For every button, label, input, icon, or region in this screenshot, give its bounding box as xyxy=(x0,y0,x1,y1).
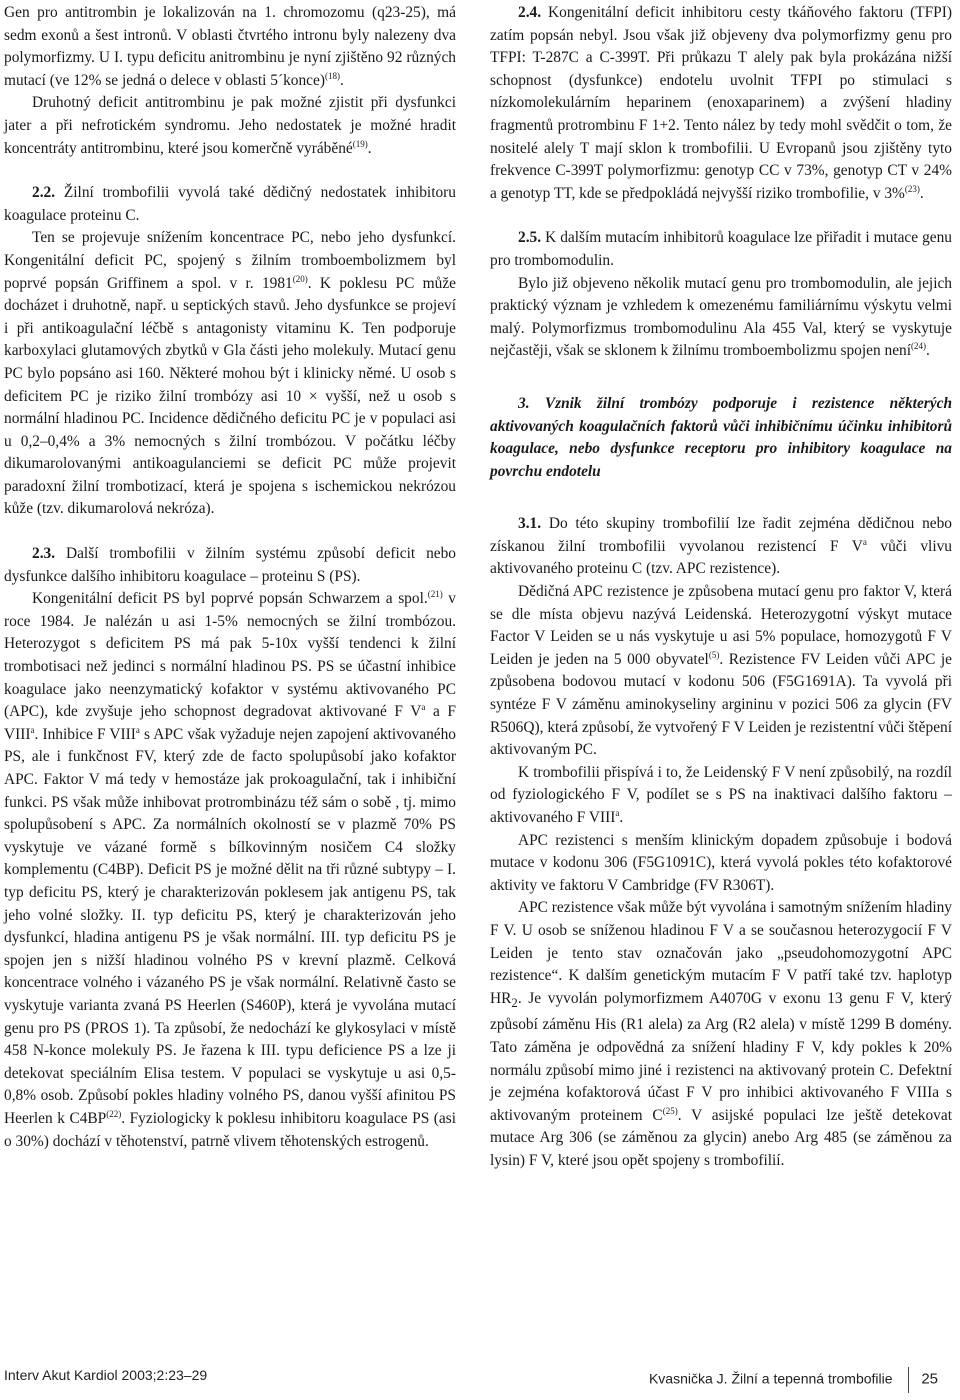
paragraph: APC rezistence však může být vyvolána i samotným snížením hladiny F V. U osob se sníženou hladinou F V a se současnou heterozygocií F V Leiden je tento stav označován jako „pseudohomozygotní APC rezistence“. K dalším genetickým mutacím F V patří také tzv. haplotyp $HR_2$. Je vyvolán polymorfizmem A4070G v exonu 13 genu F V, který způsobí záměnu His (R1 alela) za Arg (R2 alela) v místě 1299 B domény. Tato záměna je odpovědná za snížení hladiny F V, kdy pokles k 20% normálu způsobí mimo jiné i rezistenci na aktivovaný protein C. Defektní je zejména kofaktorová účast F V pro inhibici aktivovaného F VIIIa s aktivovaným proteinem $C^{(25)}$. V asijské populaci lze ještě detekovat mutace Arg 306 (se záměnou za glycin) anebo Arg 485 (se záměnou za lysin) F V, které jsou opět spojeny s trombofilií. xyxy=(490,899,952,1169)
paragraph: Kongenitální deficit PS byl poprvé popsán Schwarzem a spol.$^{(21)}$ v roce 1984. Je nalézán u asi 1-5% nemocných se žilní trombózou. Heterozygot s deficitem PS má pak 5-10x vyšší tendenci k žilní trombotisaci než jedinci s normální hladinou PS. PS se účastní inhibice koagulace jako neenzymatický kofaktor v systému aktivovaného PC (APC), kde zvyšuje jeho schopnost degradovat aktivované F $V^a$ a F VIII$^a$. Inhibice F VIII$^a$ s APC však vyžaduje nejen zapojení aktivovaného PS, ale i funkčnost FV, který zde de facto spolupůsobí jako kofaktor APC. Faktor V má tedy v hemostáze jak prokoagulační, tak i inhibiční funkci. PS však může inhibovat protrombinázu též sám o sobě , tj. mimo spolupůsobení s APC. Za normálních okolností se v plazmě 70% PS vyskytuje ve vázané formě s bílkovinným nosičem C4 složky komplementu (C4BP). Deficit PS je možné dělit na tři různé subtypy – I. typ deficitu PS, který je charakterizován poklesem jak antigenu PS, tak jeho volné složky. II. typ deficitu PS, který je charakterizován jeho dysfunkcí, hladina antigenu PS je však normální. III. typ deficitu PS je spojen jen s nižší hladinou volného PS v krevní plazmě. Celková koncentrace volného i vázaného PS je však normální. Relativně často se vyskytuje varianta zvaná PS Heerlen (S460P), která je vyvolána mutací genu pro PS (PROS 1). Ta způsobí, že nedochází ke glykosylaci v místě 458 N-konce molekuly PS. Je řazena k III. typu deficience PS a lze ji detekovat speciálním Elisa testem. V populaci se vyskytuje u asi 0,5-0,8% osob. Způsobí pokles hladiny volného PS, danou vyšší afinitou PS Heerlen k C4BP$^{(22)}$. Fyziologicky k poklesu inhibitoru koagulace PS (asi o 30%) dochází v těhotenství, patrně vlivem těhotenských estrogenů. xyxy=(4,589,456,1150)
paragraph: Dědičná APC rezistence je způsobena mutací genu pro faktor V, která se dle místa objevu nazývá Leidenská. Heterozygotní výskyt mutace Factor V Leiden se u nás vyskytuje u asi 5% populace, homozygotů F V Leiden je jeden na 5 000 obyvatel$^{(5)}$. Rezistence FV Leiden vůči APC je způsobena bodovou mutací v kodonu 506 (F5G1691A). Ta vyvolá při syntéze F V záměnu aminokyseliny argininu v pozici 506 za glycin (FV R506Q), která způsobí, že vytvořený F V Leiden je rezistentní vůči štěpení aktivovaným PC. xyxy=(490,583,952,759)
reference: (22) xyxy=(106,1108,122,1119)
paragraph: Gen pro antitrombin je lokalizován na 1. chromozomu (q23-25), má sedm exonů a šest intronů. V oblasti čtvrtého intronu byly nalezeny dva polymorfizmy. U I. typu deficitu anitrombinu je nyní zjištěno 92 různých mutací (ve 12% se jedná o delece v oblasti 5´konce)$^{(18)}$. xyxy=(4,4,456,89)
reference: (21) xyxy=(427,589,443,600)
right-column xyxy=(490,2,952,1173)
footer-article-title: Žilní a tepenná trombofilie xyxy=(731,1370,893,1387)
footer-article-info xyxy=(649,1367,938,1393)
section-heading-2-5: 2.5. K dalším mutacím inhibitorů koagulace lze přiřadit i mutace genu pro trombomodulin. xyxy=(490,229,952,269)
reference: (24) xyxy=(911,341,927,352)
reference: (19) xyxy=(352,138,368,149)
reference: (25) xyxy=(662,1105,678,1116)
paragraph: APC rezistenci s menším klinickým dopadem způsobuje i bodová mutace v kodonu 306 (F5G1091C), která vyvolá pokles této kofaktorové aktivity ve faktoru V Cambridge (FV R306T). xyxy=(490,831,952,894)
paragraph: Bylo již objeveno několik mutací genu pro trombomodulin, ale jejich praktický význam je vzhledem k omezenému familiárnímu výskytu velmi malý. Polymorfizmus trombomodulinu Ala 455 Val, který se vyskytuje nejčastěji, však se sklonem k žilnímu tromboembolizmu spojen není$^{(24)}$. xyxy=(490,274,952,360)
footer-author: Kvasnička J. xyxy=(648,1370,728,1387)
section-heading-3-1: 3.1. Do této skupiny trombofilií lze řadit zejména dědičnou nebo získanou žilní trombofilii vyvolanou rezistencí F $V^a$ vůči vlivu aktivovaného proteinu C (tzv. APC rezistence). xyxy=(490,515,952,578)
reference: (5) xyxy=(708,649,720,660)
reference: (23) xyxy=(904,183,920,194)
page-number: 25 xyxy=(921,1370,938,1388)
paragraph: Druhotný deficit antitrombinu je pak možné zjistit při dysfunkci jater a při nefrotickém syndromu. Jeho nedostatek je možné hradit koncentráty antitrombinu, které jsou komerčně vyráběné$^{(19)}$. xyxy=(4,94,456,157)
left-column xyxy=(4,2,456,1153)
reference: (20) xyxy=(292,273,308,284)
section-heading-2-2: 2.2. Žilní trombofilii vyvolá také dědičný nedostatek inhibitoru koagulace proteinu C. xyxy=(4,184,456,224)
paragraph: K trombofilii přispívá i to, že Leidenský F V není způsobilý, na rozdíl od fyziologického F V, podílet se s PS na inaktivaci dalšího faktoru – aktivovaného F VIII$^a$. xyxy=(490,763,952,826)
section-heading-2-3: 2.3. Další trombofilii v žilním systému způsobí deficit nebo dysfunkce dalšího inhibitoru koagulace – proteinu S (PS). xyxy=(4,545,456,585)
footer-journal: Interv Akut Kardiol 2003;2:23–29 xyxy=(4,1367,208,1383)
paragraph: Ten se projevuje snížením koncentrace PC, nebo jeho dysfunkcí. Kongenitální deficit PC, spojený s žilním tromboembolizmem byl poprvé popsán Griffinem a spol. v r. 1981$^{(20)}$. K poklesu PC může docházet i druhotně, např. u septických stavů. Jeho dysfunkce se projeví i při antikoagulační léčbě s antagonisty vitaminu K. Ten podporuje karboxylaci glutamových zbytků v Gla části jeho molekuly. Mutací genu PC bylo popsáno asi 160. Některé mohou být i klinicky němé. U osob s deficitem PC je riziko žilní trombózy asi 10 × vyšší, než u osob s normální hladinou PC. Incidence dědičného deficitu PC je v populaci asi u 0,2–0,4% a 3% nemocných s žilní trombózou. V počátku léčby dikumarolovanými antikoagulanciemi se deficit PC může projevit paradoxní žilní trombotizací, která je spojena s ischemickou nekrózou kůže (tzv. dikumarolová nekróza). xyxy=(4,229,456,518)
section-heading-3: 3. Vznik žilní trombózy podporuje i rezistence některých aktivovaných koagulačních faktorů vůči inhibičnímu účinku inhibitorů koagulace, nebo dysfunkce receptoru pro inhibitory koagulace na povrchu endotelu xyxy=(490,394,952,480)
footer-divider xyxy=(908,1367,909,1393)
reference: (18) xyxy=(324,70,340,81)
section-heading-2-4: 2.4. Kongenitální deficit inhibitoru cesty tkáňového faktoru (TFPI) zatím popsán nebyl. Jsou však již objeveny dva polymorfizmy genu pro TFPI: T-287C a C-399T. Při průkazu T alely pak byla prokázána nižší schopnost (dysfunkce) endotelu uvolnit TFPI po stimulaci s nízkomolekulárním heparinem (enoxaparinem) a zvýšení hladiny fragmentů protrombinu F 1+2. Tento nález by tedy mohl svědčit o tom, že nositelé alely T mají sklon k trombofilii. U Evropanů jsou zjištěny tyto frekvence C-399T polymorfizmu: genotyp CC v 73%, genotyp CT v 24% a genotyp TT, kde se předpokládá nejvyšší riziko trombofilie, v 3%$^{(23)}$. xyxy=(490,4,952,202)
